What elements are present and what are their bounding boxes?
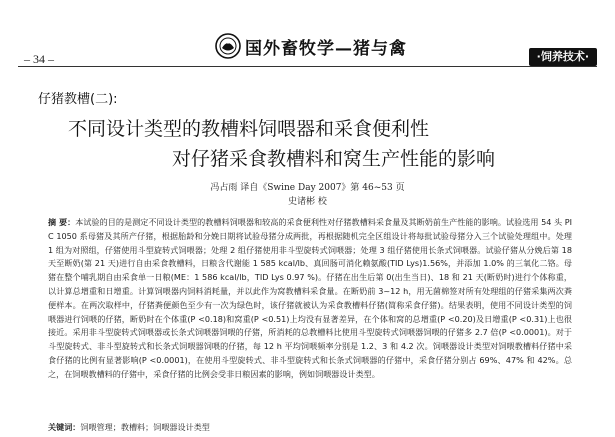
series-title: 仔猪教槽(二): [38, 92, 118, 107]
journal-header [0, 0, 615, 70]
abstract [48, 216, 572, 382]
abstract-text: 本试验的目的是测定不同设计类型的教槽料饲喂器和较高的采食便利性对仔猪教槽料采食量及其断奶前生产性能的影响。试验选用 54 头 PIC 1050 系母猪及其所产仔猪，根据胎龄和分娩日期将试验母猪分成两批，再根据随机完全区组设计将每批试验母猪分入三个试验处理组中。处理 1 组为对照组，仔猪使用斗型旋转式饲喂器；处理 2 组仔猪使用非斗型旋转式饲喂器；处理 3 组仔猪使用长条式饲喂器。试验仔猪从分娩后第 18 天至断奶(第 21 天)进行自由采食教槽料，日粮含代谢能 1 585 kcal/lb、真回肠可消化赖氨酸(TID Lys)1.56%，并添加 1.0% 的三氧化二铬。母猪在整个哺乳期自由采食单一日粮(ME：1 586 kcal/lb，TID Lys 0.97 %)。仔猪在出生后第 0(出生当日)、18 和 21 天(断奶时)进行个体称重，以计算总增重和日增重。计算饲喂器内饲料消耗量，并以此作为窝教槽料采食量。在断奶前 3~12 h，用无菌棉签对所有处理组的仔猪采集两次粪便样本。在两次取样中，仔猪粪便颜色至少有一次为绿色时，该仔猪就被认为采食教槽料仔猪(简称采食仔猪)。结果表明，使用不同设计类型的饲喂器进行饲喂的仔猪，断奶时在个体重(P <0.18)和窝重(P <0.51)上均没有显著差异，在个体和窝的总增重(P <0.20)及日增重(P <0.31)上也很接近。采用非斗型旋转式饲喂器或长条式饲喂器饲喂的仔猪，所消耗的总教槽料比使用斗型旋转式饲喂器饲喂的仔猪多 2.7 倍(P <0.0001)。对于斗型旋转式、非斗型旋转式和长条式饲喂器饲喂的仔猪，每 12 h 平均饲喂频率分别是 1.2、3 和 4.2 次。饲喂器设计类型对饲喂教槽料仔猪中采食仔猪的比例有显著影响(P <0.0001)，在使用斗型旋转式、非斗型旋转式和长条式饲喂器的仔猪中，采食仔猪分别占 69%、47% 和 42%。总之，在饲喂教槽料的仔猪中，采食仔猪的比例会受非日粮因素的影响，例如饲喂器设计类型。 [48, 217, 572, 379]
abstract-label: 摘 要： [48, 217, 76, 227]
byline: 冯占雨 译自《Swine Day 2007》第 46~53 页 [210, 183, 405, 193]
keywords [48, 422, 572, 433]
keywords-label: 关键词： [48, 422, 81, 432]
section-badge: ·饲养技术· [529, 48, 597, 66]
header-divider [18, 66, 597, 67]
article-title-line-2: 对仔猪采食教槽料和窝生产性能的影响 [172, 148, 496, 170]
journal-name: 国外畜牧学—猪与禽 [245, 38, 407, 59]
keywords-text: 饲喂管理；教槽料；饲喂器设计类型 [80, 422, 210, 432]
journal-emblem-icon [215, 33, 241, 59]
page-number: – 34 – [24, 52, 54, 66]
article-title-line-1: 不同设计类型的教槽料饲喂器和采食便利性 [68, 118, 430, 140]
proofreader: 史诸彬 校 [288, 197, 327, 207]
journal-logo [215, 30, 407, 62]
